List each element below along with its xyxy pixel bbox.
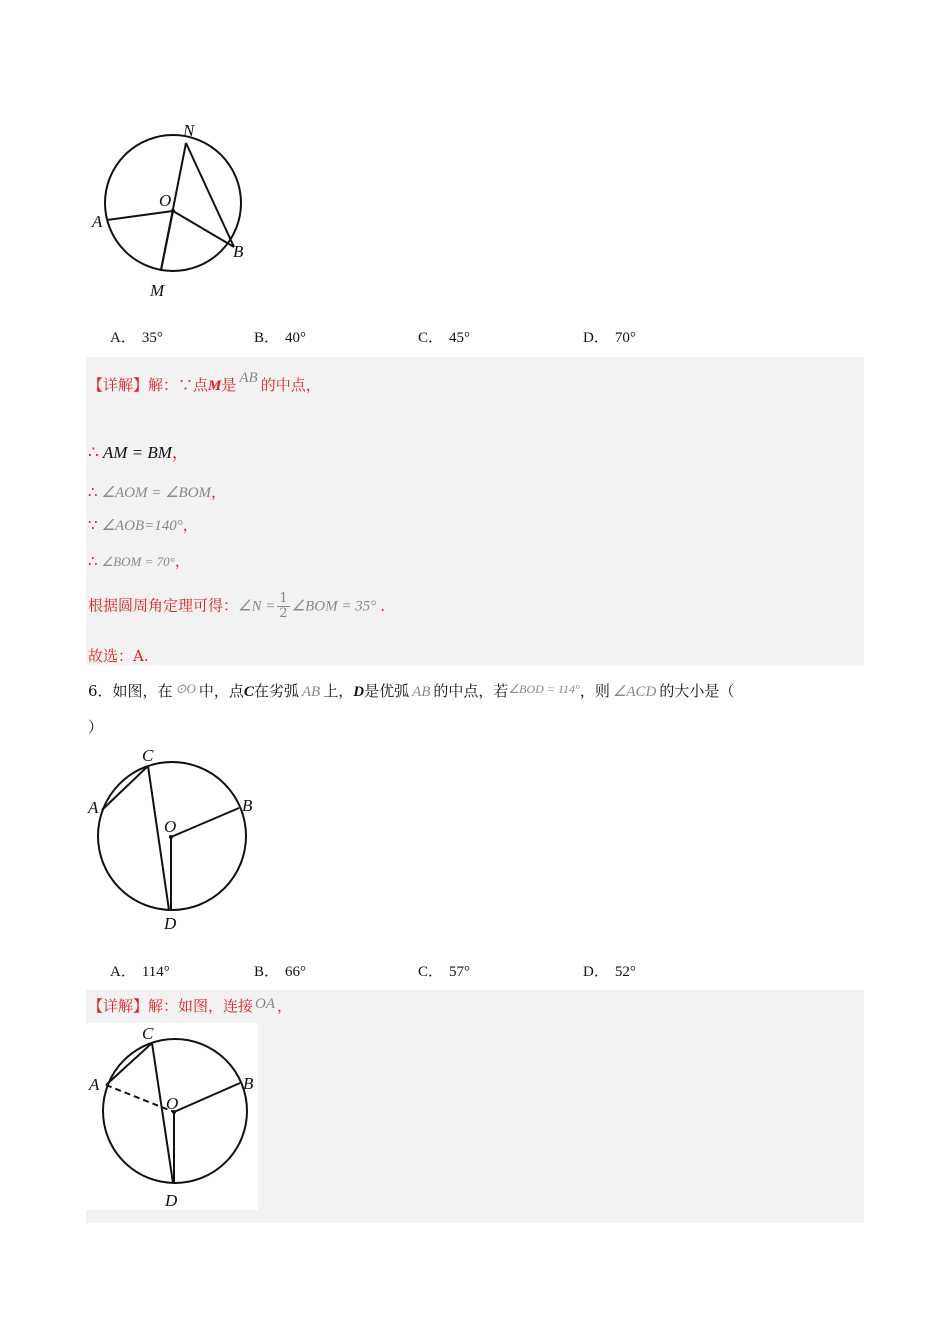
q5-circle-figure: [80, 115, 260, 305]
label-D: D: [165, 1191, 178, 1210]
q5-sol-line2: ∴ AM = BM，: [88, 443, 189, 463]
q6-question-text: 6．如图，在 ⊙O 中，点C在劣弧 AB 上，D是优弧 AB 的中点，若$^{\angle BOD = 114^\circ}$，则 ∠ACD 的大小是（: [88, 681, 735, 700]
label-B: B: [233, 242, 244, 261]
q5-option-b: B． 40°: [254, 330, 307, 346]
q6-circle-figure: [82, 742, 262, 937]
q5-sol-line5: ∴ ∠BOM = 70°，: [88, 552, 190, 570]
label-A: A: [89, 1075, 100, 1094]
q6-solution-figure: [86, 1023, 258, 1210]
label-M: M: [150, 281, 165, 300]
label-A: A: [92, 212, 103, 231]
q6-option-d: D． 52°: [583, 964, 636, 980]
label-O: O: [164, 817, 177, 836]
label-A: A: [88, 798, 99, 817]
label-O: O: [159, 191, 172, 210]
q5-sol-answer: 故选：A.: [88, 647, 149, 665]
q5-option-d: D． 70°: [583, 330, 636, 346]
label-C: C: [142, 746, 154, 765]
label-D: D: [164, 914, 177, 933]
q5-sol-line4: ∵ ∠AOB=140°，: [88, 516, 198, 534]
q6-question-text-cont: ）: [88, 718, 104, 736]
q6-option-c: C． 57°: [418, 964, 471, 980]
label-C: C: [142, 1024, 154, 1043]
fraction-half: $\frac{1}{2}$: [279, 591, 288, 621]
q6-option-a: A． 114°: [110, 964, 170, 980]
q5-option-a: A． 35°: [110, 330, 163, 346]
q5-option-c: C． 45°: [418, 330, 471, 346]
q5-sol-line3: ∴ ∠AOM = ∠BOM，: [88, 483, 227, 501]
q5-sol-line6: 根据圆周角定理可得：∠N = $\frac{1}{2}$ ∠BOM = 35° .: [88, 591, 385, 621]
label-B: B: [243, 1074, 254, 1093]
q6-sol-line1: 【详解】解：如图，连接 OA ，: [88, 996, 293, 1015]
q6-option-b: B． 66°: [254, 964, 307, 980]
label-B: B: [242, 796, 253, 815]
label-N: N: [183, 121, 195, 140]
q5-sol-line1: 【详解】解：∵点M是 AB 的中点，: [88, 370, 321, 394]
label-O: O: [166, 1094, 179, 1113]
